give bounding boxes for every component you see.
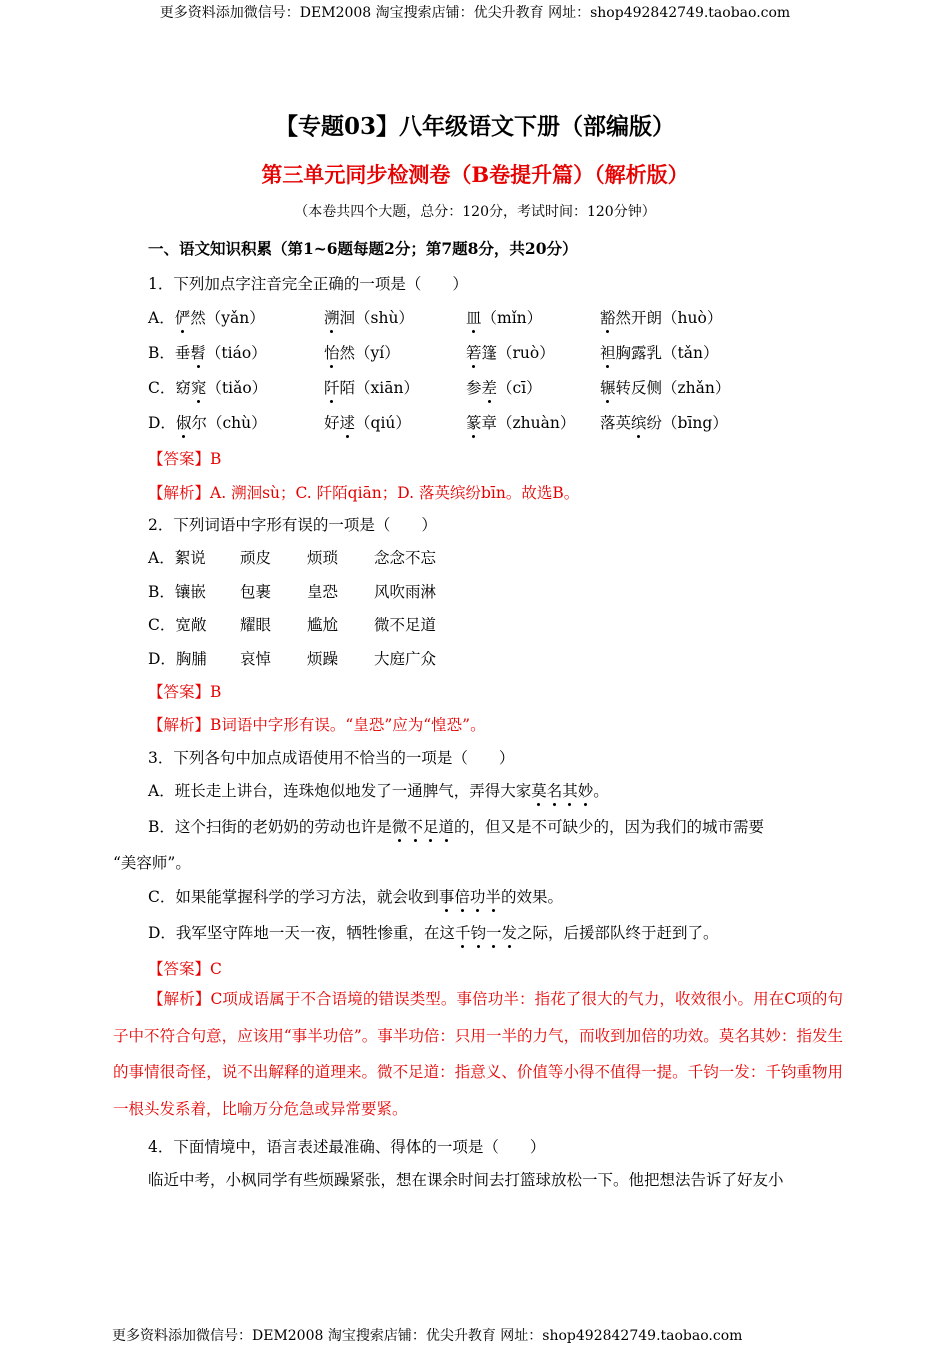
q1-stem: 1．下列加点字注音完全正确的一项是（ ）	[148, 275, 468, 293]
q2-option: D．胸脯	[148, 650, 207, 668]
q2-option: 烦躁	[307, 650, 339, 668]
q2-answer: 【答案】B	[148, 683, 222, 701]
q1-option-d-1: D．俶尔（chù）	[148, 414, 267, 432]
q2-option: 哀悼	[240, 650, 272, 668]
exam-note: （本卷共四个大题，总分：120分，考试时间：120分钟）	[294, 204, 656, 220]
q4-context: 临近中考，小枫同学有些烦躁紧张，想在课余时间去打篮球放松一下。他把想法告诉了好友小	[148, 1171, 784, 1189]
q1-option-d-4: 落英缤纷（bīng）	[600, 414, 728, 432]
q2-option: 烦琐	[307, 549, 339, 567]
q4-stem: 4．下面情境中，语言表述最准确、得体的一项是（ ）	[148, 1138, 546, 1156]
q1-option-b-1: B．垂髫（tiáo）	[148, 344, 267, 362]
page-subtitle: 第三单元同步检测卷（B卷提升篇）（解析版）	[261, 162, 689, 187]
q1-option-c-1: C．窈窕（tiǎo）	[148, 379, 268, 397]
q1-option-b-3: 箬篷（ruò）	[466, 344, 555, 362]
q3-idiom-a: 莫名其妙	[531, 782, 594, 800]
q2-option: A．絮说	[148, 549, 206, 567]
q2-option: 风吹雨淋	[374, 583, 437, 601]
q2-option: B．镶嵌	[148, 583, 206, 601]
q1-option-c-3: 参差（cī）	[466, 379, 542, 397]
q2-option: 包裹	[240, 583, 272, 601]
q2-analysis: 【解析】B词语中字形有误。“皇恐”应为“惶恐”。	[148, 716, 486, 734]
q2-option: 皇恐	[307, 583, 339, 601]
q3-idiom-b: 微不足道	[391, 818, 454, 836]
q2-stem: 2．下列词语中字形有误的一项是（ ）	[148, 516, 437, 534]
q1-option-d-3: 篆章（zhuàn）	[466, 414, 576, 432]
q3-option-b-cont: “美容师”。	[113, 854, 191, 872]
q2-option: 顽皮	[240, 549, 272, 567]
q3-option-a: A．班长走上讲台，连珠炮似地发了一通脾气，弄得大家莫名其妙。	[148, 782, 609, 800]
q3-idiom-c: 事倍功半	[438, 888, 501, 906]
q1-option-a-2: 溯洄（shù）	[324, 309, 414, 327]
page-footer: 更多资料添加微信号：DEM2008 淘宝搜索店铺：优尖升教育 网址：shop492842749.taobao.com	[112, 1328, 743, 1344]
q2-option: 耀眼	[240, 616, 272, 634]
q1-option-b-2: 怡然（yí）	[324, 344, 400, 362]
section-heading: 一、语文知识积累（第1~6题每题2分；第7题8分，共20分）	[148, 239, 578, 258]
q1-answer: 【答案】B	[148, 450, 222, 468]
q1-option-d-2: 好逑（qiú）	[324, 414, 411, 432]
q1-option-c-2: 阡陌（xiān）	[324, 379, 419, 397]
page-header: 更多资料添加微信号：DEM2008 淘宝搜索店铺：优尖升教育 网址：shop492842749.taobao.com	[159, 5, 791, 21]
q2-option: 大庭广众	[374, 650, 437, 668]
q1-option-a-3: 皿（mǐn）	[466, 309, 543, 327]
q2-option: 念念不忘	[374, 549, 437, 567]
q1-option-a-4: 豁然开朗（huò）	[600, 309, 723, 327]
q3-idiom-d: 千钧一发	[454, 924, 517, 942]
q3-option-b: B．这个扫街的老奶奶的劳动也许是微不足道的，但又是不可缺少的，因为我们的城市需要	[148, 818, 764, 836]
q3-answer: 【答案】C	[148, 960, 222, 978]
q1-option-a-1: A．俨然（yǎn）	[148, 309, 265, 327]
q2-option: 尴尬	[307, 616, 339, 634]
q3-stem: 3．下列各句中加点成语使用不恰当的一项是（ ）	[148, 749, 515, 767]
q1-analysis: 【解析】A. 溯洄sù；C. 阡陌qiān；D. 落英缤纷bīn。故选B。	[148, 484, 580, 502]
page-title: 【专题03】八年级语文下册（部编版）	[274, 113, 675, 140]
q3-option-d: D．我军坚守阵地一天一夜，牺牲惨重，在这千钧一发之际，后援部队终于赶到了。	[148, 924, 719, 942]
q2-option: C．宽敞	[148, 616, 207, 634]
q2-option: 微不足道	[374, 616, 437, 634]
q1-option-b-4: 袒胸露乳（tǎn）	[600, 344, 719, 362]
q3-option-c: C．如果能掌握科学的学习方法，就会收到事倍功半的效果。	[148, 888, 563, 906]
q3-analysis: 【解析】C项成语属于不合语境的错误类型。事倍功半：指花了很大的气力，收效很小。用在C项的句子中不符合句意，应该用“事半功倍”。事半功倍：只用一半的力气，而收到加倍的功效。莫名其妙：指发生的事情很奇怪，说不出解释的道理来。微不足道：指意义、价值等小得不值得一提。千钧一发：千钧重物用一根头发系着，比喻万分危急或异常要紧。	[113, 990, 843, 1118]
q1-option-c-4: 辗转反侧（zhǎn）	[600, 379, 731, 397]
